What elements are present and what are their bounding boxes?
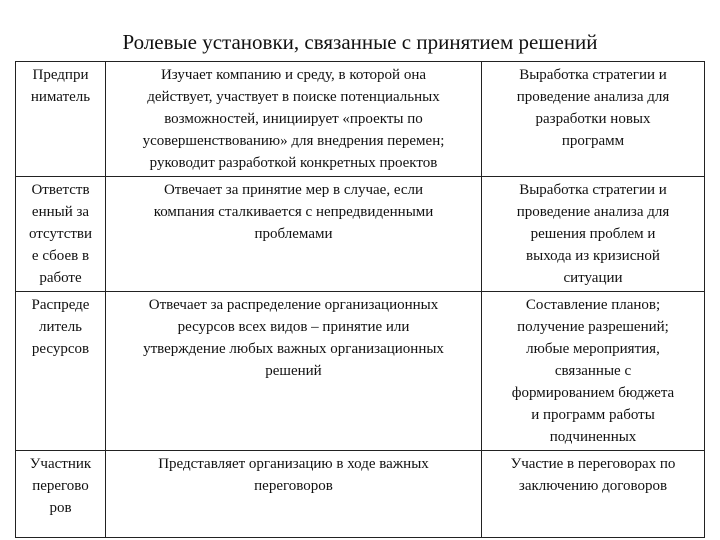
role-cell: Предпри ниматель xyxy=(16,62,106,177)
activities-cell: Составление планов; получение разрешений; любые мероприятия, связанные с формированием бюджета и программ работы подчиненных xyxy=(482,292,705,451)
table-row xyxy=(16,292,705,451)
activities-cell: Участие в переговорах по заключению договоров xyxy=(482,451,705,538)
description-cell: Изучает компанию и среду, в которой она действует, участвует в поиске потенциальных возможностей, инициирует «проекты по усовершенствованию» для внедрения перемен; руководит разработкой конкретных проектов xyxy=(106,62,482,177)
activities-cell: Выработка стратегии и проведение анализа для разработки новых программ xyxy=(482,62,705,177)
activities-cell: Выработка стратегии и проведение анализа для решения проблем и выхода из кризисной ситуации xyxy=(482,177,705,292)
role-cell: Распреде литель ресурсов xyxy=(16,292,106,451)
table-row xyxy=(16,62,705,177)
table-row xyxy=(16,177,705,292)
role-cell: Ответств енный за отсутстви е сбоев в работе xyxy=(16,177,106,292)
roles-table xyxy=(15,61,705,538)
table-row xyxy=(16,451,705,538)
page-title: Ролевые установки, связанные с принятием решений xyxy=(122,30,598,54)
description-cell: Отвечает за принятие мер в случае, если компания сталкивается с непредвиденными проблемами xyxy=(106,177,482,292)
description-cell: Представляет организацию в ходе важных переговоров xyxy=(106,451,482,538)
role-cell: Участник перегово ров xyxy=(16,451,106,538)
description-cell: Отвечает за распределение организационных ресурсов всех видов – принятие или утверждение любых важных организационных решений xyxy=(106,292,482,451)
